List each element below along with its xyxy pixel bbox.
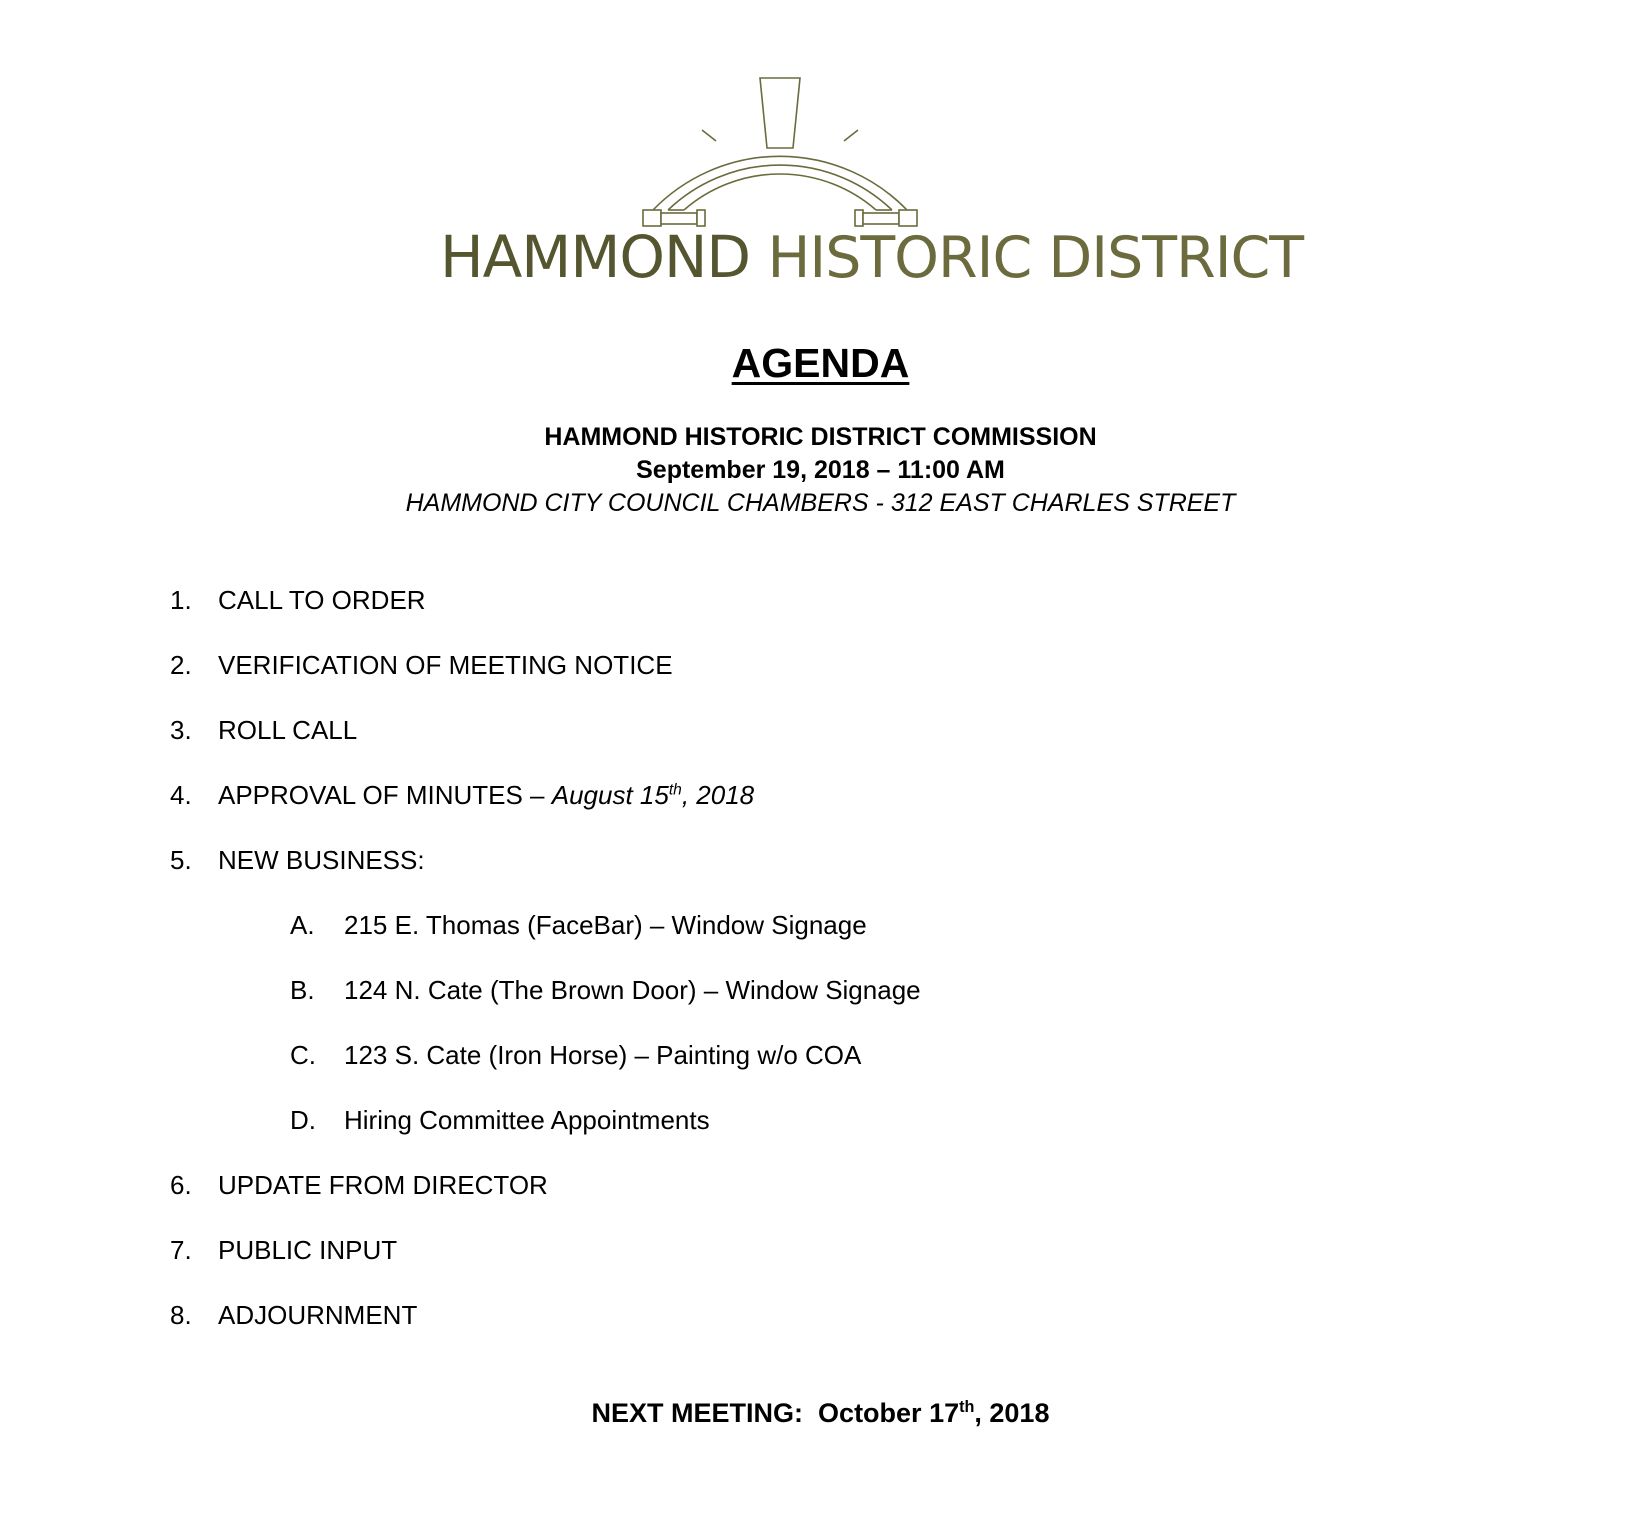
meeting-location: HAMMOND CITY COUNCIL CHAMBERS - 312 EAST CHARLES STREET	[405, 489, 1236, 517]
minutes-date-suffix: th	[668, 781, 682, 799]
commission-name: HAMMOND HISTORIC DISTRICT COMMISSION	[544, 423, 1097, 451]
minutes-date-day: August 15	[551, 780, 669, 810]
meeting-date-time: September 19, 2018 – 11:00 AM	[636, 456, 1005, 484]
agenda-item-text: NEW BUSINESS:	[218, 845, 425, 875]
agenda-item-number: 8.	[170, 1300, 192, 1330]
new-business-text: 124 N. Cate (The Brown Door) – Window Signage	[344, 975, 921, 1005]
new-business-letter: A.	[290, 910, 315, 940]
agenda-item-number: 2.	[170, 650, 192, 680]
logo-word-historic-district: HISTORIC DISTRICT	[767, 225, 1304, 291]
next-meeting	[0, 1398, 1641, 1429]
hammond-historic-district-logo	[440, 70, 1304, 310]
next-meeting-date-day: October 17	[818, 1398, 960, 1428]
logo-word-hammond: HAMMOND	[440, 223, 751, 291]
agenda-item-text: CALL TO ORDER	[218, 585, 426, 615]
agenda-item-text: ADJOURNMENT	[218, 1300, 418, 1330]
agenda-item-number: 6.	[170, 1170, 192, 1200]
agenda-item-text: PUBLIC INPUT	[218, 1235, 398, 1265]
next-meeting-date	[818, 1398, 1049, 1428]
agenda-item-number: 4.	[170, 780, 192, 810]
new-business-letter: D.	[290, 1105, 316, 1135]
page-title: AGENDA	[731, 340, 910, 386]
next-meeting-date-suffix: th	[959, 1398, 975, 1416]
agenda-item-number: 7.	[170, 1235, 192, 1265]
minutes-date-year: , 2018	[681, 780, 755, 810]
next-meeting-label: NEXT MEETING:	[591, 1398, 804, 1428]
agenda-item-number: 1.	[170, 585, 192, 615]
new-business-text: 123 S. Cate (Iron Horse) – Painting w/o COA	[344, 1040, 862, 1070]
agenda-item-text	[218, 780, 754, 810]
agenda-item-text: UPDATE FROM DIRECTOR	[218, 1170, 548, 1200]
agenda-item-number: 5.	[170, 845, 192, 875]
new-business-text: 215 E. Thomas (FaceBar) – Window Signage	[344, 910, 867, 940]
new-business-letter: C.	[290, 1040, 316, 1070]
new-business-letter: B.	[290, 975, 315, 1005]
meeting-header	[0, 421, 1641, 520]
arch-keystone-icon	[440, 70, 1220, 240]
minutes-label: APPROVAL OF MINUTES –	[218, 780, 552, 810]
logo-wordmark	[440, 223, 1304, 291]
minutes-date	[552, 780, 754, 810]
next-meeting-date-year: , 2018	[974, 1398, 1050, 1428]
agenda-item-text: VERIFICATION OF MEETING NOTICE	[218, 650, 673, 680]
new-business-text: Hiring Committee Appointments	[344, 1105, 710, 1135]
agenda-item-number: 3.	[170, 715, 192, 745]
agenda-item-text: ROLL CALL	[218, 715, 358, 745]
